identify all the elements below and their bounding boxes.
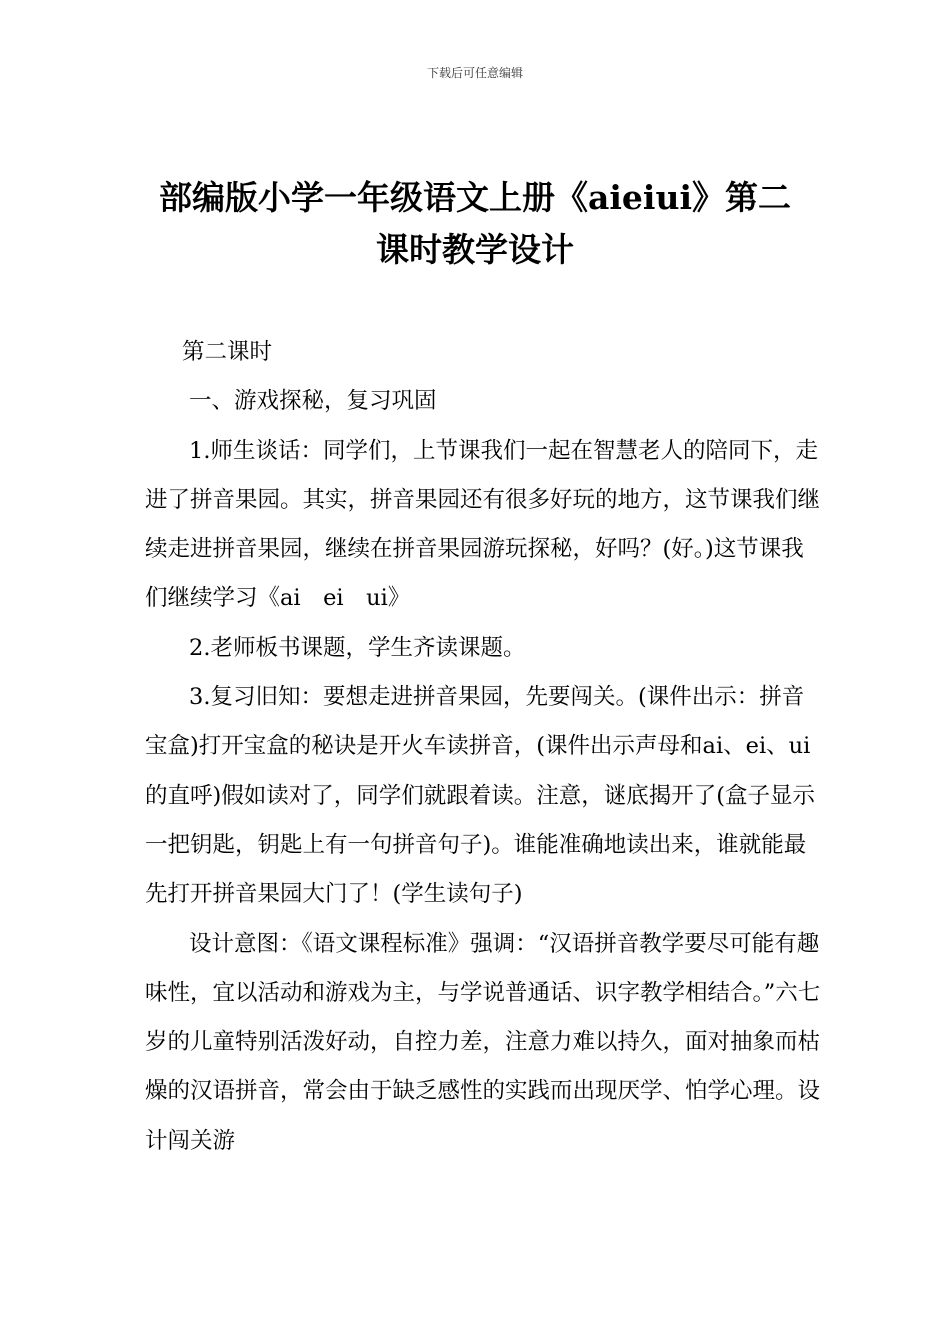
paragraph-3: 3.复习旧知：要想走进拼音果园，先要闯关。(课件出示：拼音宝盒)打开宝盒的秘诀是开火车读拼音，(课件出示声母和ai、ei、ui的直呼)假如读对了，同学们就跟着读。注意，谜底揭开了(盒子显示一把钥匙，钥匙上有一句拼音句子)。谁能准确地读出来，谁就能最先打开拼音果园大门了！(学生读句子) [145,684,816,908]
title-line-2: 课时教学设计 [376,230,574,269]
paragraph-1: 1.师生谈话：同学们，上节课我们一起在智慧老人的陪同下，走进了拼音果园。其实，拼音果园还有很多好玩的地方，这节课我们继续走进拼音果园，继续在拼音果园游玩探秘，好吗？(好。)这节课我们继续学习《ai ei ui》 [145,437,821,612]
title-line-1: 部编版小学一年级语文上册《aieiui》第二 [159,178,791,217]
lesson-label: 第二课时 [182,339,273,365]
paragraph-design-intent: 设计意图：《语文课程标准》强调：“汉语拼音教学要尽可能有趣味性，宜以活动和游戏为主，与学说普通话、识字教学相结合。”六七岁的儿童特别活泼好动，自控力差，注意力难以持久，面对抽象而枯燥的汉语拼音，常会由于缺乏感性的实践而出现厌学、怕学心理。设计闯关游 [145,930,821,1154]
document-body [145,328,825,1166]
paragraph-2: 2.老师板书课题，学生齐读课题。 [189,634,526,661]
header-note: 下载后可任意编辑 [426,66,523,80]
section-heading: 一、游戏探秘，复习巩固 [189,388,437,415]
document-title [120,172,830,276]
